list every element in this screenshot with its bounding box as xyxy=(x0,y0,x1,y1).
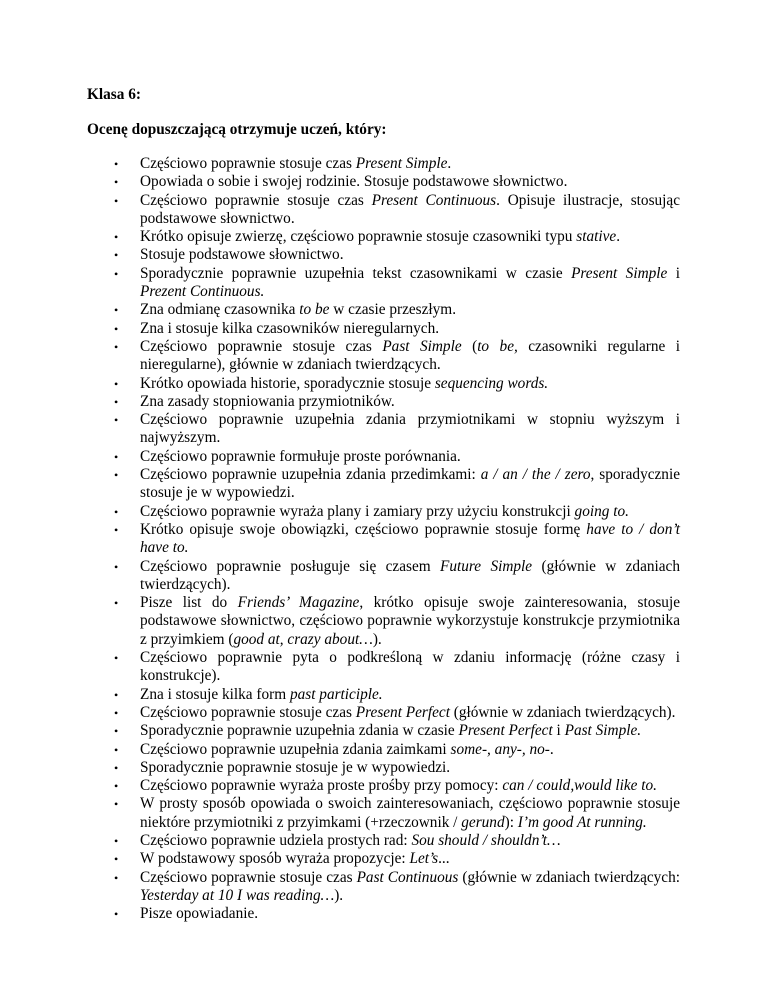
list-item xyxy=(0,686,680,704)
text-run: Częściowo poprawnie wyraża plany i zamiary przy użyciu konstrukcji xyxy=(140,502,575,520)
text-run: Częściowo poprawnie uzupełnia zdania przedimkami: xyxy=(140,466,481,484)
text-run: . xyxy=(447,155,452,172)
list-item xyxy=(0,521,680,558)
list-item xyxy=(0,448,680,466)
text-run: ( xyxy=(461,337,478,355)
italic-term: Present Perfect xyxy=(458,722,553,740)
italic-term: Sou should / shouldn’t… xyxy=(411,831,561,849)
list-item-text xyxy=(140,832,561,849)
list-item xyxy=(0,246,680,264)
list-item xyxy=(0,704,680,722)
bullet-icon: • xyxy=(114,504,119,519)
italic-term: stative xyxy=(576,228,617,246)
text-run: Stosuje podstawowe słownictwo. xyxy=(140,246,344,264)
list-item xyxy=(0,228,680,246)
list-item-text xyxy=(140,246,344,263)
list-item-text xyxy=(140,320,439,337)
text-run: Częściowo poprawnie uzupełnia zdania przymiotnikami w stopniu wyższym i najwyższym. xyxy=(140,411,680,447)
bullet-icon: • xyxy=(114,742,119,757)
list-item xyxy=(0,869,680,906)
list-item-text xyxy=(140,375,548,392)
list-item-text xyxy=(140,558,680,593)
list-item xyxy=(0,594,680,649)
italic-term: gerund xyxy=(461,813,505,831)
list-item xyxy=(0,795,680,832)
text-run: Częściowo poprawnie wyraża proste prośby przy pomocy: xyxy=(140,777,503,795)
list-item-text xyxy=(140,228,620,245)
list-item-text xyxy=(140,777,657,794)
italic-term: to be xyxy=(299,301,330,319)
text-run: W prosty sposób opowiada o swoich zainteresowaniach, częściowo poprawnie stosuje niektóre przymiotniki z przyimkami (+rzeczownik / xyxy=(140,795,680,831)
text-run: Krótko opisuje swoje obowiązki, częściowo poprawnie stosuje formę xyxy=(140,520,587,538)
text-run: . Opisuje ilustracje, stosując podstawowe słownictwo. xyxy=(140,191,680,227)
text-run: . xyxy=(616,228,621,246)
list-item xyxy=(0,558,680,595)
text-run: i xyxy=(667,264,680,282)
text-run: Krótko opowiada historie, sporadycznie stosuje xyxy=(140,374,435,392)
list-item-text xyxy=(140,393,395,410)
list-item-text xyxy=(140,905,258,922)
text-run: Zna i stosuje kilka form xyxy=(140,685,290,703)
italic-term: some-, any-, no- xyxy=(450,740,550,758)
text-run: (głównie w zdaniach twierdzących). xyxy=(449,703,676,721)
text-run: Pisze list do xyxy=(140,594,238,612)
list-item xyxy=(0,301,680,319)
text-run: Częściowo poprawnie formułuje proste porównania. xyxy=(140,447,461,465)
list-item-text xyxy=(140,521,680,556)
list-item-text xyxy=(140,649,680,684)
list-item xyxy=(0,192,680,229)
italic-term: going to. xyxy=(574,502,629,520)
bullet-icon: • xyxy=(114,852,119,867)
italic-term: can / could,would like to. xyxy=(502,777,658,795)
italic-term: I’m good At running. xyxy=(517,813,647,831)
list-item-text xyxy=(140,503,629,520)
bullet-icon: • xyxy=(114,797,119,812)
list-item-text xyxy=(140,850,450,867)
text-run: , sporadycznie stosuje je w wypowiedzi. xyxy=(140,466,680,502)
text-run: Częściowo poprawnie stosuje czas xyxy=(140,337,383,355)
list-item-text xyxy=(140,192,680,227)
text-run: Częściowo poprawnie stosuje czas xyxy=(140,703,356,721)
text-run: Opowiada o sobie i swojej rodzinie. Stosuje podstawowe słownictwo. xyxy=(140,173,568,191)
text-run: . xyxy=(549,740,554,758)
text-run: czasowniki regularne i nieregularne), głównie w zdaniach twierdzących. xyxy=(140,337,680,374)
text-run: W podstawowy sposób wyraża propozycje: xyxy=(140,850,410,868)
list-item xyxy=(0,722,680,740)
bullet-icon: • xyxy=(114,394,119,409)
italic-term: Past Simple xyxy=(382,337,462,355)
bullet-icon: • xyxy=(114,760,119,775)
list-item xyxy=(0,411,680,448)
text-run: , krótko opisuje swoje zainteresowania, stosuje podstawowe słownictwo, częściowo poprawnie wykorzystuje konstrukcje przymiotnika z przyimkiem ( xyxy=(140,594,680,648)
text-run: ). xyxy=(372,630,382,648)
text-run: Częściowo poprawnie pyta o podkreśloną w zdaniu informację (różne czasy i konstrukcje). xyxy=(140,649,680,685)
bullet-icon: • xyxy=(114,651,119,666)
italic-term: Present Perfect xyxy=(355,703,450,721)
text-run: Częściowo poprawnie stosuje czas xyxy=(140,868,357,886)
list-item xyxy=(0,832,680,850)
list-item xyxy=(0,741,680,759)
bullet-icon: • xyxy=(114,779,119,794)
list-item-text xyxy=(140,686,383,703)
text-run: Częściowo poprawnie udziela prostych rad: xyxy=(140,831,412,849)
list-item-text xyxy=(140,795,680,830)
text-run: ). xyxy=(334,886,344,904)
list-item-text xyxy=(140,448,461,465)
italic-term: sequencing words. xyxy=(434,374,549,392)
text-run: Krótko opisuje zwierzę, częściowo poprawnie stosuje czasowniki typu xyxy=(140,228,577,246)
list-item xyxy=(0,466,680,503)
list-item xyxy=(0,375,680,393)
grade-heading: Ocenę dopuszczającą otrzymuje uczeń, który: xyxy=(87,121,387,138)
list-item-text xyxy=(140,722,641,739)
bullet-icon: • xyxy=(114,687,119,702)
bullet-icon: • xyxy=(114,248,119,263)
list-item xyxy=(0,265,680,302)
bullet-icon: • xyxy=(114,833,119,848)
italic-term: Present Continuous xyxy=(371,191,497,209)
text-run: ... xyxy=(438,850,450,868)
list-item xyxy=(0,503,680,521)
text-run: (głównie w zdaniach twierdzących). xyxy=(140,557,680,593)
list-item-text xyxy=(140,594,680,648)
italic-term: Present Simple xyxy=(571,264,668,282)
list-item xyxy=(0,905,680,923)
list-item xyxy=(0,649,680,686)
list-item-text xyxy=(140,411,680,446)
list-item-text xyxy=(140,759,450,776)
bullet-icon: • xyxy=(114,266,119,281)
bullet-icon: • xyxy=(114,175,119,190)
text-run: Częściowo poprawnie uzupełnia zdania zaimkami xyxy=(140,740,451,758)
text-run: (głównie w zdaniach twierdzących: xyxy=(458,868,680,886)
list-item-text xyxy=(140,265,680,300)
italic-term: have to / don’t have to. xyxy=(140,520,681,557)
bullet-icon: • xyxy=(114,230,119,245)
italic-term: a / an / the / zero xyxy=(480,466,591,484)
text-run: w czasie przeszłym. xyxy=(329,301,457,319)
list-item-text xyxy=(140,741,554,758)
list-item-text xyxy=(140,704,675,721)
list-item-text xyxy=(140,301,456,318)
bullet-icon: • xyxy=(114,449,119,464)
criteria-list xyxy=(0,155,768,923)
bullet-icon: • xyxy=(114,907,119,922)
text-run: Sporadycznie poprawnie stosuje je w wypowiedzi. xyxy=(140,758,451,776)
list-item xyxy=(0,155,680,173)
italic-term: Past Simple. xyxy=(564,722,642,740)
bullet-icon: • xyxy=(114,413,119,428)
italic-term: to be, xyxy=(477,337,518,355)
list-item xyxy=(0,320,680,338)
bullet-icon: • xyxy=(114,468,119,483)
list-item xyxy=(0,173,680,191)
list-item xyxy=(0,777,680,795)
bullet-icon: • xyxy=(114,339,119,354)
italic-term: Prezent Continuous. xyxy=(140,283,265,301)
bullet-icon: • xyxy=(114,870,119,885)
italic-term: Past Continuous xyxy=(356,868,459,886)
text-run: Częściowo poprawnie stosuje czas xyxy=(140,155,356,172)
italic-term: Friends’ Magazine xyxy=(237,594,360,612)
bullet-icon: • xyxy=(114,724,119,739)
italic-term: Present Simple xyxy=(355,155,448,172)
text-run: Częściowo poprawnie posługuje się czasem xyxy=(140,557,441,575)
text-run: Sporadycznie poprawnie uzupełnia tekst czasownikami w czasie xyxy=(140,264,572,282)
bullet-icon: • xyxy=(114,376,119,391)
text-run: Częściowo poprawnie stosuje czas xyxy=(140,191,372,209)
text-run: Zna odmianę czasownika xyxy=(140,301,300,319)
list-item-text xyxy=(140,155,451,172)
text-run: i xyxy=(552,722,565,740)
list-item-text xyxy=(140,173,567,190)
italic-term: Let’s xyxy=(409,850,439,868)
bullet-icon: • xyxy=(114,321,119,336)
italic-term: Yesterday at 10 I was reading… xyxy=(140,886,335,904)
italic-term: past participle. xyxy=(289,685,383,703)
class-heading: Klasa 6: xyxy=(87,86,141,103)
list-item xyxy=(0,850,680,868)
text-run: Zna i stosuje kilka czasowników nieregularnych. xyxy=(140,319,440,337)
bullet-icon: • xyxy=(114,303,119,318)
list-item-text xyxy=(140,466,680,501)
list-item xyxy=(0,393,680,411)
list-item xyxy=(0,338,680,375)
text-run: Sporadycznie poprawnie uzupełnia zdania w czasie xyxy=(140,722,459,740)
bullet-icon: • xyxy=(114,193,119,208)
bullet-icon: • xyxy=(114,596,119,611)
list-item-text xyxy=(140,338,680,373)
list-item xyxy=(0,759,680,777)
bullet-icon: • xyxy=(114,157,119,171)
text-run: Pisze opowiadanie. xyxy=(140,905,259,923)
bullet-icon: • xyxy=(114,522,119,537)
italic-term: Future Simple xyxy=(440,557,533,575)
text-run: ): xyxy=(504,813,518,831)
list-item-text xyxy=(140,869,680,904)
italic-term: good at, crazy about… xyxy=(233,630,373,648)
bullet-icon: • xyxy=(114,705,119,720)
text-run: Zna zasady stopniowania przymiotników. xyxy=(140,392,395,410)
bullet-icon: • xyxy=(114,559,119,574)
